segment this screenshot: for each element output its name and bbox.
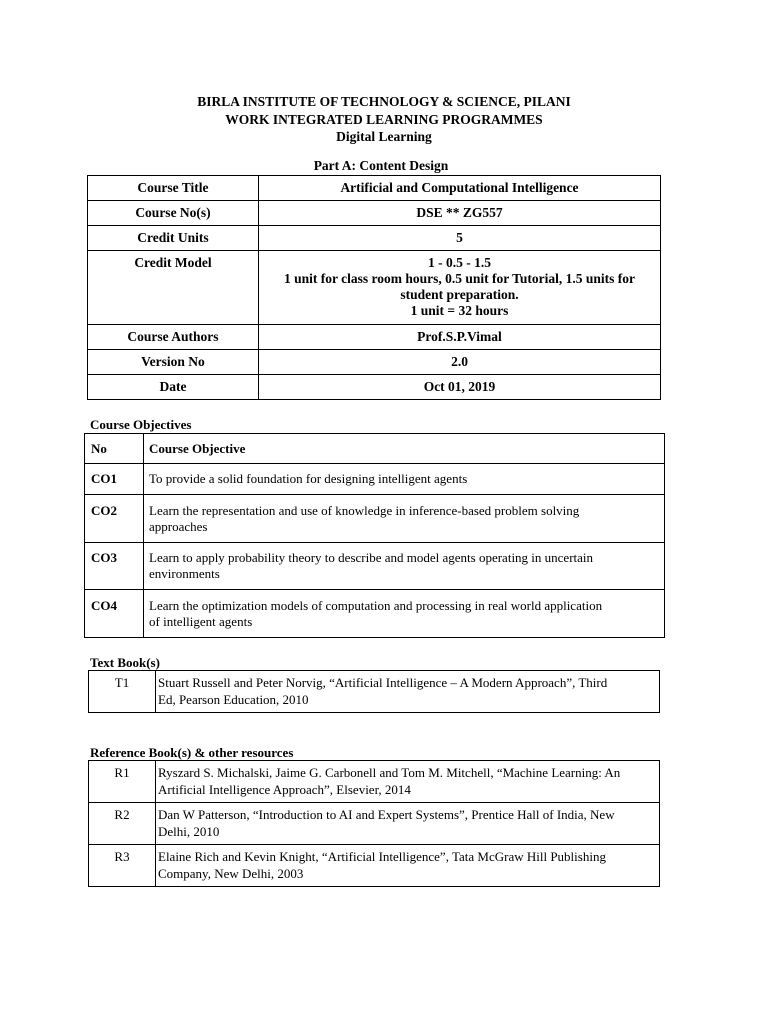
objective-row <box>85 543 665 590</box>
col-no-header: No <box>85 434 144 464</box>
book-id: R1 <box>89 761 156 803</box>
objectives-header-row <box>85 434 665 464</box>
book-id: R2 <box>89 803 156 845</box>
book-citation-line1: Stuart Russell and Peter Norvig, “Artificial Intelligence – A Modern Approach”, Third <box>158 675 608 690</box>
credit-model-desc-line1: 1 unit for class room hours, 0.5 unit for Tutorial, 1.5 units for <box>283 271 636 286</box>
course-objectives-table <box>84 433 665 638</box>
course-authors-value: Prof.S.P.Vimal <box>417 329 502 344</box>
book-citation-line2: Artificial Intelligence Approach”, Elsevier, 2014 <box>158 782 411 797</box>
date-label: Date <box>159 379 187 394</box>
credit-units-label: Credit Units <box>137 230 209 245</box>
course-number-row <box>88 201 661 226</box>
book-row <box>89 761 660 803</box>
objective-id: CO4 <box>85 590 144 638</box>
course-title-label: Course Title <box>137 180 209 195</box>
book-id: T1 <box>89 671 156 713</box>
credit-model-row <box>88 251 661 325</box>
version-value: 2.0 <box>451 354 468 369</box>
course-title-value: Artificial and Computational Intelligence <box>340 180 579 195</box>
book-id: R3 <box>89 845 156 887</box>
course-objectives-heading: Course Objectives <box>90 417 192 432</box>
credit-units-row <box>88 226 661 251</box>
objective-row <box>85 464 665 495</box>
objective-row <box>85 495 665 543</box>
reference-books-table <box>88 760 660 887</box>
reference-books-heading: Reference Book(s) & other resources <box>90 745 294 760</box>
book-citation-line2: Company, New Delhi, 2003 <box>158 866 304 881</box>
objective-id: CO2 <box>85 495 144 543</box>
objective-row <box>85 590 665 638</box>
credit-model-split: 1 - 0.5 - 1.5 <box>428 255 491 270</box>
objective-text-line1: Learn the optimization models of computation and processing in real world application <box>149 598 603 613</box>
objective-text-line1: Learn the representation and use of knowledge in inference-based problem solving <box>149 503 580 518</box>
credit-units-value: 5 <box>456 230 463 245</box>
book-citation-line1: Dan W Patterson, “Introduction to AI and Expert Systems”, Prentice Hall of India, New <box>158 807 615 822</box>
course-authors-row <box>88 325 661 350</box>
date-row <box>88 375 661 400</box>
credit-model-hours: 1 unit = 32 hours <box>410 303 509 318</box>
course-number-label: Course No(s) <box>135 205 211 220</box>
objective-text-line2: of intelligent agents <box>149 614 253 629</box>
credit-model-desc-line2: student preparation. <box>400 287 519 302</box>
credit-model-label: Credit Model <box>134 255 212 270</box>
book-citation-line2: Delhi, 2010 <box>158 824 220 839</box>
part-a-heading: Part A: Content Design <box>313 158 449 173</box>
version-row <box>88 350 661 375</box>
text-books-heading: Text Book(s) <box>90 655 160 670</box>
course-authors-label: Course Authors <box>127 329 219 344</box>
course-info-table <box>87 175 661 400</box>
objective-id: CO3 <box>85 543 144 590</box>
objective-text: To provide a solid foundation for designing intelligent agents <box>149 471 468 486</box>
course-number-value: DSE ** ZG557 <box>416 205 503 220</box>
book-citation-line1: Ryszard S. Michalski, Jaime G. Carbonell and Tom M. Mitchell, “Machine Learning: An <box>158 765 621 780</box>
objective-text-line2: environments <box>149 566 220 581</box>
document-header <box>0 93 768 146</box>
programme-name: WORK INTEGRATED LEARNING PROGRAMMES <box>225 111 543 127</box>
book-row <box>89 845 660 887</box>
book-row <box>89 671 660 713</box>
book-citation-line1: Elaine Rich and Kevin Knight, “Artificial Intelligence”, Tata McGraw Hill Publishing <box>158 849 606 864</box>
objective-id: CO1 <box>85 464 144 495</box>
date-value: Oct 01, 2019 <box>423 379 496 394</box>
version-label: Version No <box>141 354 205 369</box>
book-citation-line2: Ed, Pearson Education, 2010 <box>158 692 309 707</box>
objective-text-line1: Learn to apply probability theory to describe and model agents operating in uncertain <box>149 550 594 565</box>
institute-name: BIRLA INSTITUTE OF TECHNOLOGY & SCIENCE, PILANI <box>197 94 571 109</box>
col-objective-header: Course Objective <box>144 434 665 464</box>
book-row <box>89 803 660 845</box>
objective-text-line2: approaches <box>149 519 208 534</box>
text-books-table <box>88 670 660 713</box>
course-title-row <box>88 176 661 201</box>
division-name: Digital Learning <box>336 129 432 144</box>
